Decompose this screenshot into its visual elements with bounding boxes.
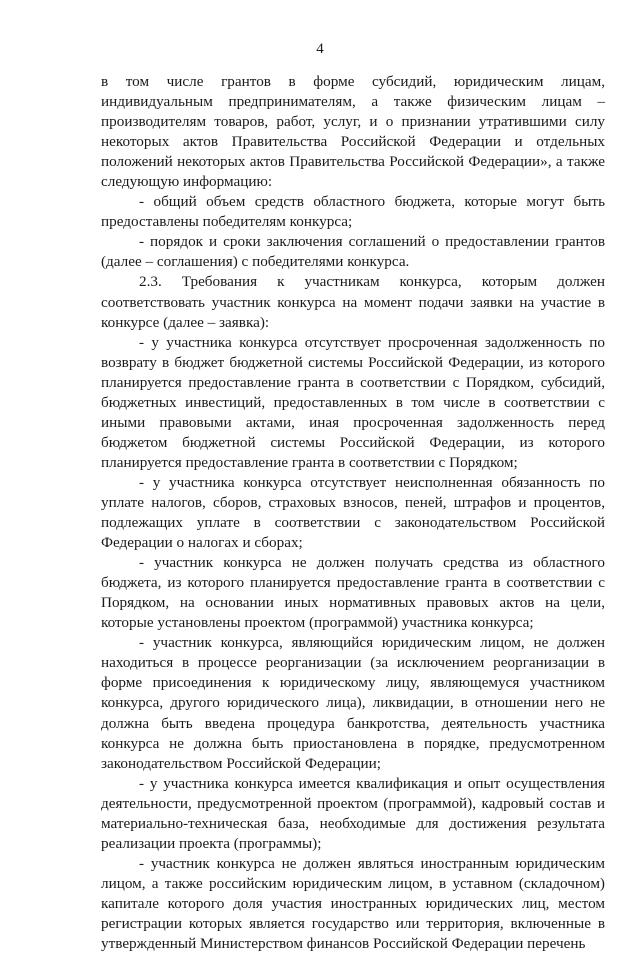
paragraph-section-2-3: 2.3. Требования к участникам конкурса, которым должен соответствовать участник конкурса на момент подачи заявки на участие в конкурсе (далее – заявка): [101, 273, 605, 331]
paragraph-requirement-reorganization: - участник конкурса, являющийся юридическим лицом, не должен находиться в процессе реорганизации (за исключением реорганизации в форме присоединения к юридическому лицу, являющемуся участником конкурса, другого юридического лица), ликвидации, в отношении него не должна быть введена процедура банкротства, деятельность участника конкурса не должна быть приостановлена в порядке, предусмотренном законодательством Российской Федерации; [101, 634, 605, 772]
paragraph-requirement-debt: - у участника конкурса отсутствует просроченная задолженность по возврату в бюджет бюджетной системы Российской Федерации, из которого планируется предоставление гранта в соответствии с Порядком, субсидий, бюджетных инвестиций, предоставленных в том числе в соответствии с иными правовыми актами, иная просроченная задолженность перед бюджетом бюджетной системы Российской Федерации, из которого планируется предоставление гранта в соответствии с Порядком; [101, 333, 605, 471]
paragraph-continuation: в том числе грантов в форме субсидий, юридическим лицам, индивидуальным предпринимателям, а также физическим лицам – производителям товаров, работ, услуг, и о признании утратившими силу некоторых актов Правительства Российской Федерации и отдельных положений некоторых актов Правительства Российской Федерации», а также следующую информацию: [101, 73, 605, 191]
paragraph-requirement-foreign: - участник конкурса не должен являться иностранным юридическим лицом, а также российским юридическим лицом, в уставном (складочном) капитале которого доля участия иностранных юридических лиц, местом регистрации которых является государство или территория, включенные в утвержденный Министерством финансов Российской Федерации перечень [101, 854, 605, 953]
paragraph-requirement-taxes: - у участника конкурса отсутствует неисполненная обязанность по уплате налогов, сборов, страховых взносов, пеней, штрафов и процентов, подлежащих уплате в соответствии с законодательством Российской Федерации о налогах и сборах; [101, 473, 605, 552]
paragraph-requirement-funds: - участник конкурса не должен получать средства из областного бюджета, из которого планируется предоставление гранта в соответствии с Порядком, на основании иных нормативных правовых актов на цели, которые установлены проектом (программой) участника конкурса; [101, 554, 605, 632]
paragraph-agreement-terms: - порядок и сроки заключения соглашений о предоставлении грантов (далее – соглашения) с победителями конкурса. [101, 233, 605, 271]
document-body [101, 72, 605, 954]
page-number: 4 [316, 41, 324, 57]
paragraph-budget-volume: - общий объем средств областного бюджета, которые могут быть предоставлены победителям конкурса; [101, 193, 605, 231]
paragraph-requirement-qualification: - у участника конкурса имеется квалификация и опыт осуществления деятельности, предусмотренной проектом (программой), кадровый состав и материально-техническая база, необходимые для достижения результата реализации проекта (программы); [101, 774, 605, 852]
